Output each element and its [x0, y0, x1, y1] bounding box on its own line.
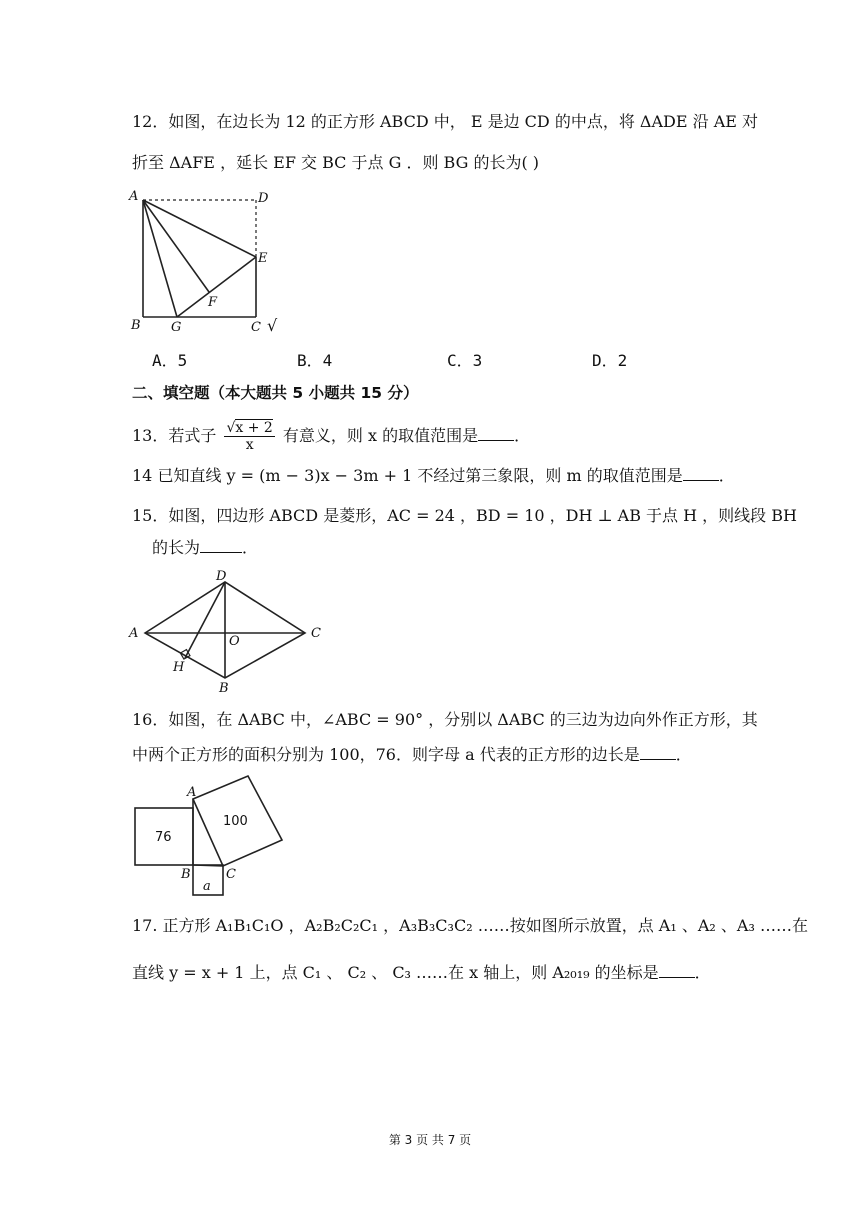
q15-figure — [125, 565, 335, 695]
square-area-left: 76 — [155, 830, 172, 845]
point-label-B: B — [181, 867, 191, 882]
q13-end: ． — [514, 426, 531, 445]
q17-answer-blank — [659, 963, 695, 978]
option-a: A．5 — [152, 351, 188, 370]
point-label-C: C — [311, 626, 321, 641]
q16-answer-blank — [640, 745, 676, 760]
q17-end: ． — [694, 963, 711, 982]
check-mark-icon: √ — [267, 316, 278, 335]
square-label-a: a — [203, 879, 211, 894]
q12-line1: 12．如图，在边长为 12 的正方形 ABCD 中， E 是边 CD 的中点，将 ΔADE 沿 AE 对 — [132, 112, 759, 131]
q12-figure — [125, 185, 285, 340]
page-footer: 第 3 页 共 7 页 — [388, 1133, 472, 1147]
q15-end: ． — [242, 538, 259, 557]
point-label-H: H — [173, 660, 185, 675]
point-label-A: A — [129, 626, 139, 641]
point-label-C: C — [251, 320, 261, 335]
q16-line2 — [132, 745, 692, 765]
q15-line2 — [152, 538, 258, 558]
point-label-A: A — [129, 189, 139, 204]
q15-line1: 15．如图，四边形 ABCD 是菱形，AC = 24 ，BD = 10 ，DH ⊥ AB 于点 H ，则线段 BH — [132, 506, 797, 525]
q12-line2: 折至 ΔAFE ，延长 EF 交 BC 于点 G ．则 BG 的长为( ) — [132, 153, 540, 172]
q16-line1: 16．如图，在 ΔABC 中，∠ABC = 90° ，分别以 ΔABC 的三边为边向外作正方形，其 — [132, 710, 758, 729]
q13-answer-blank — [478, 426, 514, 441]
q14-text: 14 已知直线 y = (m − 3)x − 3m + 1 不经过第三象限，则 m 的取值范围是 — [132, 466, 683, 485]
q13-suffix: 有意义，则 x 的取值范围是 — [282, 426, 479, 445]
point-label-D: D — [216, 569, 227, 584]
q13-fraction: $\frac{√x + 2}{x}$ — [226, 420, 273, 453]
section-heading: 二、填空题（本大题共 5 小题共 15 分） — [132, 384, 419, 402]
q16-line2-text: 中两个正方形的面积分别为 100，76．则字母 a 代表的正方形的边长是 — [132, 745, 640, 764]
point-label-C: C — [226, 867, 236, 882]
q15-line2-text: 的长为 — [152, 538, 201, 557]
point-label-E: E — [258, 251, 268, 266]
point-label-A: A — [187, 785, 197, 800]
q14-line — [132, 466, 735, 486]
q16-figure — [125, 770, 295, 905]
point-label-B: B — [131, 318, 141, 333]
q13-prefix: 13．若式子 — [132, 426, 217, 445]
q16-end: ． — [675, 745, 692, 764]
q17-line2 — [132, 963, 711, 983]
q14-answer-blank — [683, 466, 719, 481]
q15-answer-blank — [200, 538, 242, 553]
point-label-G: G — [171, 320, 182, 335]
point-label-F: F — [208, 295, 218, 310]
q13-denominator: x — [245, 437, 254, 453]
option-b: B．4 — [297, 351, 333, 370]
q17-line2-text: 直线 y = x + 1 上，点 C₁ 、 C₂ 、 C₃ ……在 x 轴上，则 A₂₀₁₉ 的坐标是 — [132, 963, 659, 982]
square-area-right: 100 — [223, 814, 248, 829]
point-label-B: B — [219, 681, 229, 695]
q17-line1: 17. 正方形 A₁B₁C₁O ，A₂B₂C₂C₁ ，A₃B₃C₃C₂ ……按如图所示放置，点 A₁ 、A₂ 、A₃ ……在 — [132, 916, 808, 935]
option-c: C．3 — [447, 351, 483, 370]
point-label-D: D — [258, 191, 269, 206]
option-d: D．2 — [592, 351, 628, 370]
q13-radicand: x + 2 — [235, 420, 273, 436]
q13-line — [132, 420, 530, 453]
point-label-O: O — [229, 634, 240, 649]
q14-end: ． — [718, 466, 735, 485]
